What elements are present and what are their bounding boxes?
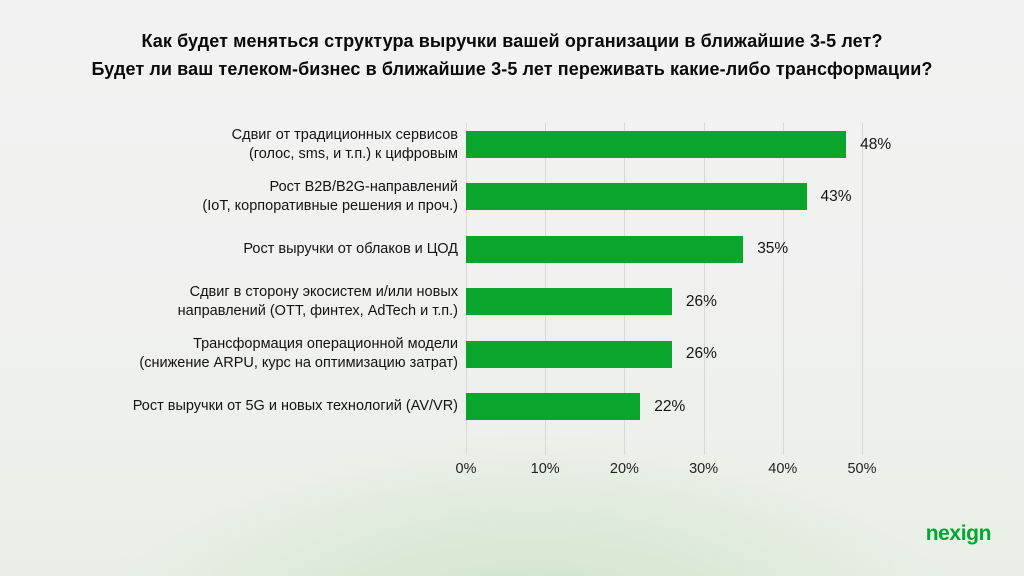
x-axis-tick-label: 40% xyxy=(768,461,798,477)
bar-value-label: 26% xyxy=(685,345,717,363)
bar-value-label: 48% xyxy=(860,135,892,153)
chart-title-line-2: Будет ли ваш телеком-бизнес в ближайшие 3-5 лет переживать какие-либо трансформации? xyxy=(91,59,933,79)
bar xyxy=(466,236,743,263)
bar xyxy=(466,393,640,420)
category-label-line: Рост выручки от 5G и новых технологий (AV/VR) xyxy=(132,398,458,415)
x-axis-tick-label: 30% xyxy=(689,461,719,477)
chart-row xyxy=(0,328,1024,381)
category-label-line: Рост B2B/B2G-направлений xyxy=(269,178,458,195)
chart-row xyxy=(0,170,1024,223)
category-label xyxy=(0,118,458,171)
bar-value-label: 35% xyxy=(757,240,789,258)
category-label xyxy=(0,328,458,381)
chart-row xyxy=(0,275,1024,328)
category-label-line: (снижение ARPU, курс на оптимизацию затрат) xyxy=(139,355,458,372)
bar-value-label: 22% xyxy=(654,397,686,415)
category-label-line: Сдвиг от традиционных сервисов xyxy=(231,126,458,143)
bar-value-label: 26% xyxy=(685,292,717,310)
category-label-line: Рост выручки от облаков и ЦОД xyxy=(243,240,458,257)
category-label-line: Трансформация операционной модели xyxy=(193,336,458,353)
x-axis-tick-label: 10% xyxy=(530,461,560,477)
category-label xyxy=(0,275,458,328)
chart-row xyxy=(0,380,1024,433)
category-label-line: направлений (OTT, финтех, AdTech и т.п.) xyxy=(177,302,458,319)
bar xyxy=(466,131,846,158)
x-axis-labels xyxy=(455,461,877,481)
bar xyxy=(466,341,672,368)
chart-title-line-1: Как будет меняться структура выручки вашей организации в ближайшие 3-5 лет? xyxy=(141,31,883,51)
bar xyxy=(466,288,672,315)
bar-value-label: 43% xyxy=(820,187,852,205)
chart-row xyxy=(0,223,1024,276)
nexign-logo: nexign xyxy=(925,522,991,545)
category-label xyxy=(0,223,458,276)
category-label xyxy=(0,380,458,433)
x-axis-tick-label: 50% xyxy=(847,461,877,477)
category-label-line: (IoT, корпоративные решения и проч.) xyxy=(202,197,458,214)
x-axis-tick-label: 20% xyxy=(609,461,639,477)
chart-row xyxy=(0,118,1024,171)
category-label xyxy=(0,170,458,223)
bar xyxy=(466,183,807,210)
category-label-line: (голос, sms, и т.п.) к цифровым xyxy=(248,145,458,162)
category-label-line: Сдвиг в сторону экосистем и/или новых xyxy=(189,283,458,300)
x-axis-tick-label: 0% xyxy=(455,461,477,477)
